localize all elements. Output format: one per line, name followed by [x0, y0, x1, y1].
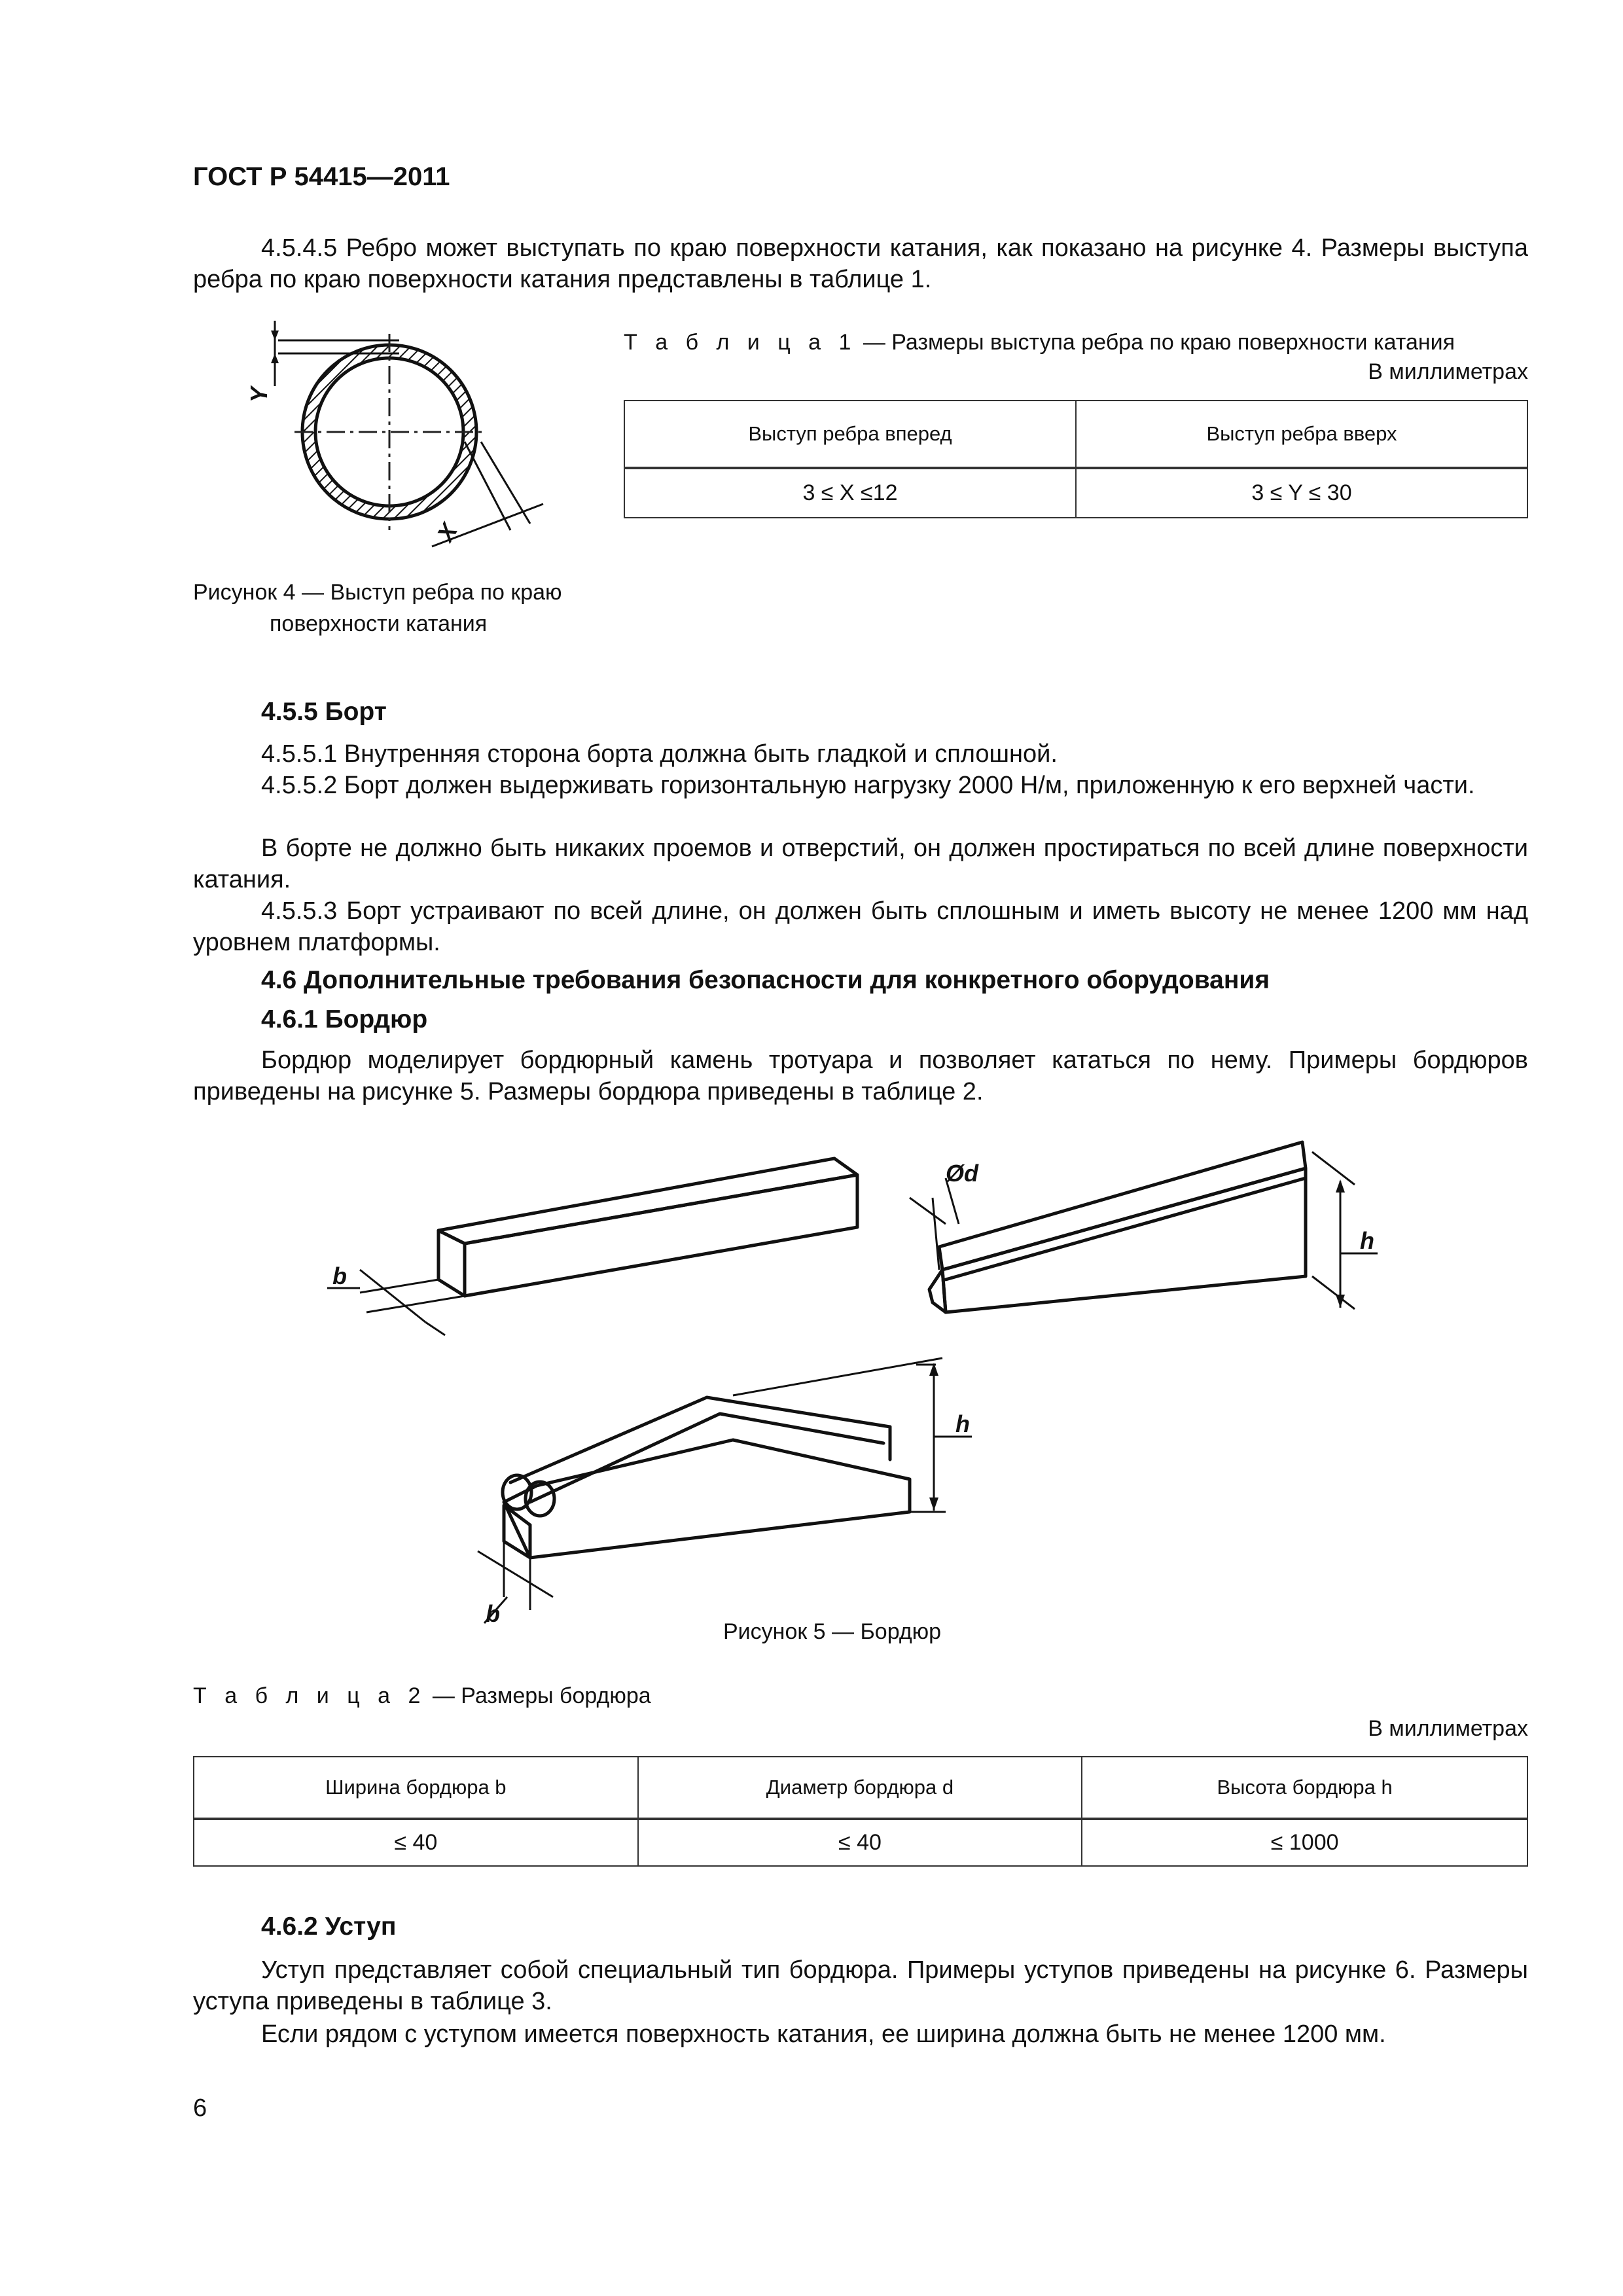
table-2-value-height: ≤ 1000: [1082, 1819, 1527, 1866]
table-2-caption: [193, 1681, 651, 1711]
figure5-ridged-curb: [478, 1358, 972, 1627]
section-4-5-5-title: 4.5.5 Борт: [261, 698, 387, 726]
figure5-straight-curb: [327, 1158, 857, 1335]
figure4-label-y: Y: [245, 386, 272, 403]
table-1-units: В миллиметрах: [1368, 359, 1528, 384]
table-2-value-width: ≤ 40: [194, 1819, 638, 1866]
figure-4-caption-line1: Рисунок 4 — Выступ ребра по краю: [193, 580, 562, 605]
table-2-header-diameter: Диаметр бордюра d: [638, 1757, 1082, 1819]
table-1-value-x: 3 ≤ X ≤12: [624, 468, 1076, 518]
figure-4-drawing: [242, 314, 550, 550]
table-2: [193, 1756, 1528, 1867]
table-2-value-diameter: ≤ 40: [638, 1819, 1082, 1866]
figure5-wedge-curb: [910, 1142, 1378, 1312]
table-1-caption-prefix: Т а б л и ц а 1: [624, 330, 857, 355]
table-2-caption-prefix: Т а б л и ц а 2: [193, 1683, 427, 1708]
figure5-label-d: Ød: [946, 1160, 978, 1187]
section-4-6-2-title: 4.6.2 Уступ: [261, 1912, 397, 1941]
table-1-caption-text: — Размеры выступа ребра по краю поверхности катания: [857, 330, 1455, 355]
table-2-header-width: Ширина бордюра b: [194, 1757, 638, 1819]
figure5-label-b-bottom: b: [486, 1600, 500, 1627]
page-number: 6: [193, 2094, 207, 2122]
table-1-header-up: Выступ ребра вверх: [1076, 401, 1527, 468]
section-4-6-title: 4.6 Дополнительные требования безопасности для конкретного оборудования: [261, 966, 1270, 994]
figure-5-drawing: [314, 1139, 1427, 1630]
section-4-6-1-title: 4.6.1 Бордюр: [261, 1005, 428, 1033]
paragraph-4-6-2-b: Если рядом с уступом имеется поверхность катания, ее ширина должна быть не менее 1200 мм.: [261, 2020, 1386, 2048]
table-1-header-forward: Выступ ребра вперед: [624, 401, 1076, 468]
paragraph-4-6-1: Бордюр моделирует бордюрный камень тротуара и позволяет кататься по нему. Примеры бордюров приведены на рисунке 5. Размеры бордюра приведены в таблице 2.: [193, 1047, 1528, 1105]
table-2-units: В миллиметрах: [1368, 1716, 1528, 1741]
table-1-value-y: 3 ≤ Y ≤ 30: [1076, 468, 1527, 518]
figure-5-caption: Рисунок 5 — Бордюр: [723, 1619, 942, 1644]
paragraph-4-5-5-1: 4.5.5.1 Внутренняя сторона борта должна быть гладкой и сплошной.: [261, 740, 1058, 768]
figure4-label-x: X: [431, 518, 463, 546]
figure-4-caption-line2: поверхности катания: [270, 611, 488, 636]
figure5-label-h-top: h: [1360, 1227, 1374, 1254]
figure5-label-b-top: b: [332, 1263, 347, 1289]
paragraph-4-6-2-a: Уступ представляет собой специальный тип бордюра. Примеры уступов приведены на рисунке 6. Размеры уступа приведены в таблице 3.: [193, 1956, 1528, 2015]
table-1: [624, 400, 1528, 518]
paragraph-4-5-5-2-continued: В борте не должно быть никаких проемов и отверстий, он должен простираться по всей длине поверхности катания.: [193, 834, 1528, 893]
paragraph-4-5-5-3: 4.5.5.3 Борт устраивают по всей длине, он должен быть сплошным и иметь высоту не менее 1200 мм над уровнем платформы.: [193, 897, 1528, 956]
table-1-caption: [624, 327, 1455, 357]
paragraph-4-5-5-2: 4.5.5.2 Борт должен выдерживать горизонтальную нагрузку 2000 Н/м, приложенную к его верхней части.: [261, 772, 1475, 799]
table-2-header-height: Высота бордюра h: [1082, 1757, 1527, 1819]
paragraph-4-5-4-5: 4.5.4.5 Ребро может выступать по краю поверхности катания, как показано на рисунке 4. Размеры выступа ребра по краю поверхности катания представлены в таблице 1.: [193, 234, 1528, 293]
table-2-caption-text: — Размеры бордюра: [426, 1683, 651, 1708]
figure5-label-h-bottom: h: [955, 1410, 970, 1437]
standard-header: ГОСТ Р 54415—2011: [193, 162, 450, 191]
